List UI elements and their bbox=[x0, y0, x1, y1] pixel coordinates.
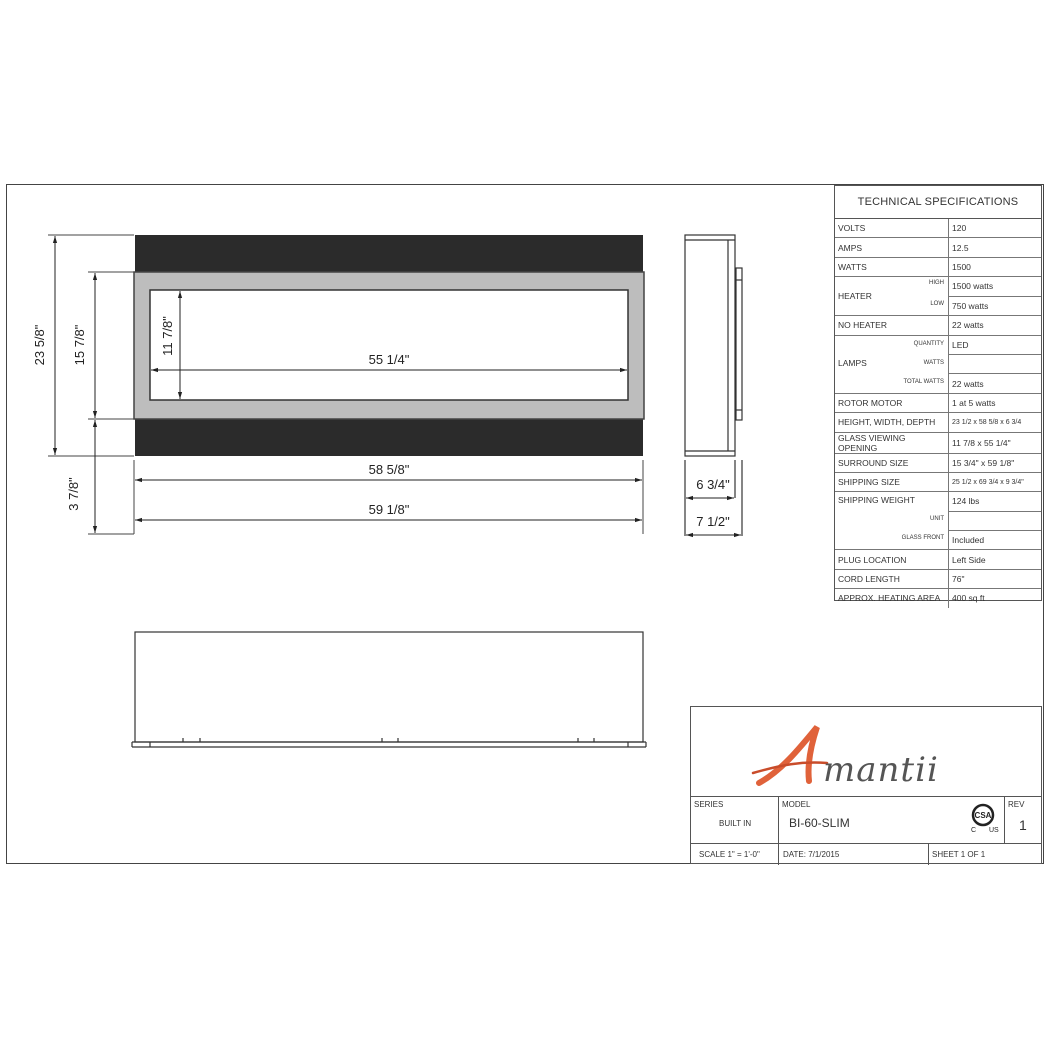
spec-value-lamps-watts bbox=[949, 354, 1042, 373]
spec-heater-cell bbox=[835, 277, 949, 316]
date-text: DATE: 7/1/2015 bbox=[783, 850, 840, 859]
scale-text: SCALE 1" = 1'-0" bbox=[699, 850, 760, 859]
label-glass-width: 55 1/4" bbox=[368, 352, 410, 367]
spec-table-title: TECHNICAL SPECIFICATIONS bbox=[835, 186, 1041, 219]
spec-label-amps: AMPS bbox=[835, 238, 949, 257]
spec-label-heater: HEATER bbox=[838, 291, 872, 302]
label-unit-width: 58 5/8" bbox=[368, 462, 410, 477]
label-unit-depth: 6 3/4" bbox=[696, 477, 730, 492]
spec-label-watts: WATTS bbox=[835, 257, 949, 276]
csa-mark-text: CSA bbox=[974, 811, 992, 820]
amantii-logo bbox=[751, 721, 1011, 791]
label-total-depth: 7 1/2" bbox=[696, 514, 730, 529]
csa-certification-icon bbox=[967, 801, 1001, 835]
spec-label-rotor-motor: ROTOR MOTOR bbox=[835, 393, 949, 412]
spec-value-unit bbox=[949, 511, 1042, 530]
spec-value-volts: 120 bbox=[949, 219, 1042, 238]
spec-value-lamps-quantity: LED bbox=[949, 335, 1042, 354]
label-glass-height: 11 7/8" bbox=[160, 316, 175, 356]
spec-value-watts: 1500 bbox=[949, 257, 1042, 276]
spec-label-lamps: LAMPS bbox=[838, 357, 867, 368]
sheet-text: SHEET 1 OF 1 bbox=[932, 850, 986, 859]
label-bottom-offset: 3 7/8" bbox=[66, 477, 81, 511]
svg-text:mantii: mantii bbox=[823, 750, 939, 790]
title-block-footer-row bbox=[691, 843, 1041, 865]
spec-label-shipping-weight: SHIPPING WEIGHT bbox=[838, 495, 915, 506]
spec-value-surround-size: 15 3/4" x 59 1/8" bbox=[949, 453, 1042, 472]
spec-value-cord-length: 76" bbox=[949, 569, 1042, 588]
title-block bbox=[690, 706, 1042, 864]
rev-label: REV bbox=[1008, 800, 1025, 809]
date-cell bbox=[779, 844, 929, 865]
title-block-info-row bbox=[691, 796, 1041, 844]
spec-value-glass-opening: 11 7/8 x 55 1/4" bbox=[949, 432, 1042, 453]
sheet-cell bbox=[929, 844, 1043, 865]
top-view bbox=[132, 632, 646, 747]
front-view bbox=[134, 235, 644, 456]
spec-value-heating-area: 400 sq ft bbox=[952, 593, 985, 604]
spec-shipping-weight-cell bbox=[835, 492, 949, 550]
spec-label-heater-low: LOW bbox=[930, 301, 944, 308]
spec-label-volts: VOLTS bbox=[835, 219, 949, 238]
label-surround-width: 59 1/8" bbox=[368, 502, 410, 517]
technical-specifications-table bbox=[834, 185, 1042, 604]
spec-label-cord-length: CORD LENGTH bbox=[835, 569, 949, 588]
glass-opening bbox=[150, 290, 628, 400]
spec-label-lamps-total: TOTAL WATTS bbox=[903, 378, 944, 385]
rev-value: 1 bbox=[1019, 817, 1027, 833]
series-value: BUILT IN bbox=[719, 819, 752, 828]
spec-label-unit: UNIT bbox=[930, 516, 944, 523]
spec-value-hwd: 23 1/2 x 58 5/8 x 6 3/4 bbox=[949, 413, 1042, 432]
spec-label-lamps-quantity: QUANTITY bbox=[913, 340, 944, 347]
spec-value-lamps-total: 22 watts bbox=[949, 374, 1042, 393]
spec-value-no-heater: 22 watts bbox=[949, 316, 1042, 335]
spec-value-rotor-motor: 1 at 5 watts bbox=[949, 393, 1042, 412]
model-label: MODEL bbox=[782, 800, 811, 809]
scale-cell bbox=[691, 844, 779, 865]
spec-value-shipping-weight: 124 lbs bbox=[949, 492, 1042, 511]
model-cell bbox=[779, 797, 1005, 844]
spec-label-lamps-watts: WATTS bbox=[923, 359, 944, 366]
label-overall-height: 23 5/8" bbox=[32, 324, 47, 366]
csa-us-text: US bbox=[989, 827, 999, 834]
spec-value-amps: 12.5 bbox=[949, 238, 1042, 257]
spec-label-plug-location: PLUG LOCATION bbox=[835, 550, 949, 569]
spec-label-glass-opening: GLASS VIEWING OPENING bbox=[835, 432, 949, 453]
top-dark-panel bbox=[135, 235, 643, 273]
spec-label-surround-size: SURROUND SIZE bbox=[835, 453, 949, 472]
label-surround-height: 15 7/8" bbox=[72, 324, 87, 366]
rev-cell bbox=[1005, 797, 1043, 844]
spec-value-heater-low: 750 watts bbox=[949, 296, 1042, 316]
spec-label-hwd: HEIGHT, WIDTH, DEPTH bbox=[835, 413, 949, 432]
bottom-dark-panel bbox=[135, 418, 643, 456]
spec-lamps-cell bbox=[835, 335, 949, 393]
spec-label-no-heater: NO HEATER bbox=[835, 316, 949, 335]
spec-label-shipping-size: SHIPPING SIZE bbox=[835, 472, 949, 491]
csa-c-text: C bbox=[971, 827, 977, 834]
spec-value-shipping-size: 25 1/2 x 69 3/4 x 9 3/4" bbox=[949, 472, 1042, 491]
series-cell bbox=[691, 797, 779, 844]
spec-label-heater-high: HIGH bbox=[929, 280, 944, 287]
spec-value-plug-location: Left Side bbox=[949, 550, 1042, 569]
model-value: BI-60-SLIM bbox=[789, 816, 850, 830]
spec-value-glass-front: Included bbox=[949, 531, 1042, 550]
spec-label-glass-front: GLASS FRONT bbox=[901, 535, 944, 542]
spec-value-heater-high: 1500 watts bbox=[949, 277, 1042, 297]
spec-label-heating-area: APPROX. HEATING AREA bbox=[835, 589, 949, 608]
series-label: SERIES bbox=[694, 800, 724, 809]
